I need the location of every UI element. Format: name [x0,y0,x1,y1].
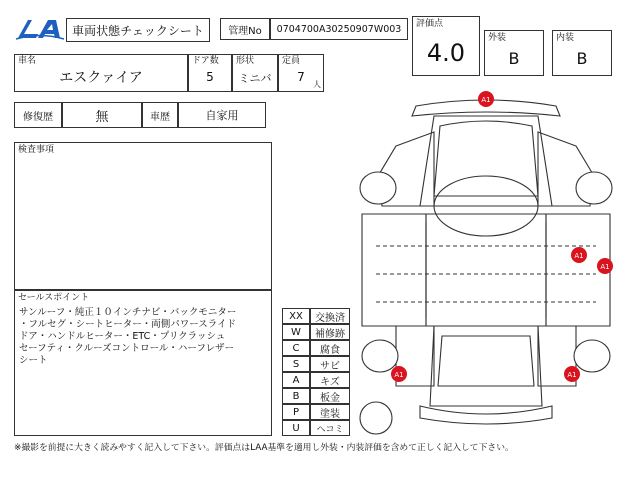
title-box [66,18,210,42]
repair-value: 無 [95,109,109,125]
marker-label: A1 [574,252,584,260]
usage-label-box [142,102,178,128]
sales-line: ・フルセグ・シートヒーター・両側パワースライド [19,319,236,330]
exterior-box [484,30,544,76]
capacity-box [278,54,324,92]
legend-meaning: キズ [310,372,350,388]
vehicle-name-box [14,54,188,92]
mgmt-label: 管理No [228,25,262,37]
legend-code: S [282,356,310,372]
sales-line: サンルーフ・純正１０インチナビ・バックモニター [19,307,237,318]
legend-meaning: 交換済 [310,308,350,324]
repair-label-box [14,102,62,128]
sales-line: ドア・ハンドルヒーター・ETC・プリクラッシュ [19,331,226,342]
interior-label: 内装 [556,33,575,43]
mgmt-label-box [220,18,270,40]
repair-label: 修復歴 [23,111,53,123]
damage-marker [478,91,494,107]
legend-table [282,308,350,436]
interior-value: B [576,49,588,68]
legend-code: B [282,388,310,404]
damage-marker [597,258,613,274]
capacity-value: 7 [297,70,305,84]
legend-meaning: ヘコミ [310,420,350,436]
mgmt-value-box [270,18,408,40]
interior-box [552,30,612,76]
marker-label: A1 [600,263,610,271]
doors-value: 5 [206,70,214,84]
lap-logo [14,18,66,40]
capacity-label: 定員 [282,56,301,66]
damage-marker [564,366,580,382]
score-label: 評価点 [416,19,444,29]
marker-label: A1 [567,371,577,379]
doors-label: ドア数 [192,56,219,66]
legend-code: C [282,340,310,356]
shape-box [232,54,278,92]
usage-label: 車歴 [150,111,170,123]
inspection-label: 検査事項 [18,145,55,155]
car-diagram [356,86,616,446]
damage-marker [391,366,407,382]
capacity-unit: 人 [313,80,321,89]
legend-meaning: 補修跡 [310,324,350,340]
sales-box [14,290,272,436]
marker-label: A1 [481,96,491,104]
inspection-box [14,142,272,290]
usage-value: 自家用 [205,109,239,122]
legend-code: XX [282,308,310,324]
score-value: 4.0 [426,39,466,67]
sales-label: セールスポイント [18,293,90,303]
exterior-label: 外装 [488,33,507,43]
legend-meaning: 塗装 [310,404,350,420]
sales-points [19,307,271,367]
repair-value-box [62,102,142,128]
marker-label: A1 [394,371,404,379]
shape-value: ミニバ [238,72,272,85]
vehicle-name-label: 車名 [18,56,37,66]
mgmt-no: 0704700A30250907W003 [276,23,402,35]
usage-value-box [178,102,266,128]
sales-line: セーフティ・クルーズコントロール・ハーフレザー [19,343,235,354]
legend-code: U [282,420,310,436]
legend-meaning: 腐食 [310,340,350,356]
footer-note: ※撮影を前提に大きく読みやすく記入して下さい。評価点はLAA基準を適用し外装・内装評価を含めて正しく記入して下さい。 [14,443,514,453]
legend-code: W [282,324,310,340]
shape-label: 形状 [236,56,255,66]
legend-meaning: サビ [310,356,350,372]
vehicle-name: エスクァイア [59,70,143,86]
legend-code: P [282,404,310,420]
sheet-title: 車両状態チェックシート [72,23,204,38]
doors-box [188,54,232,92]
damage-marker [571,247,587,263]
sales-line: シート [19,355,48,366]
exterior-value: B [508,49,520,68]
score-box [412,16,480,76]
legend-meaning: 板金 [310,388,350,404]
legend-code: A [282,372,310,388]
damage-markers [391,91,613,382]
